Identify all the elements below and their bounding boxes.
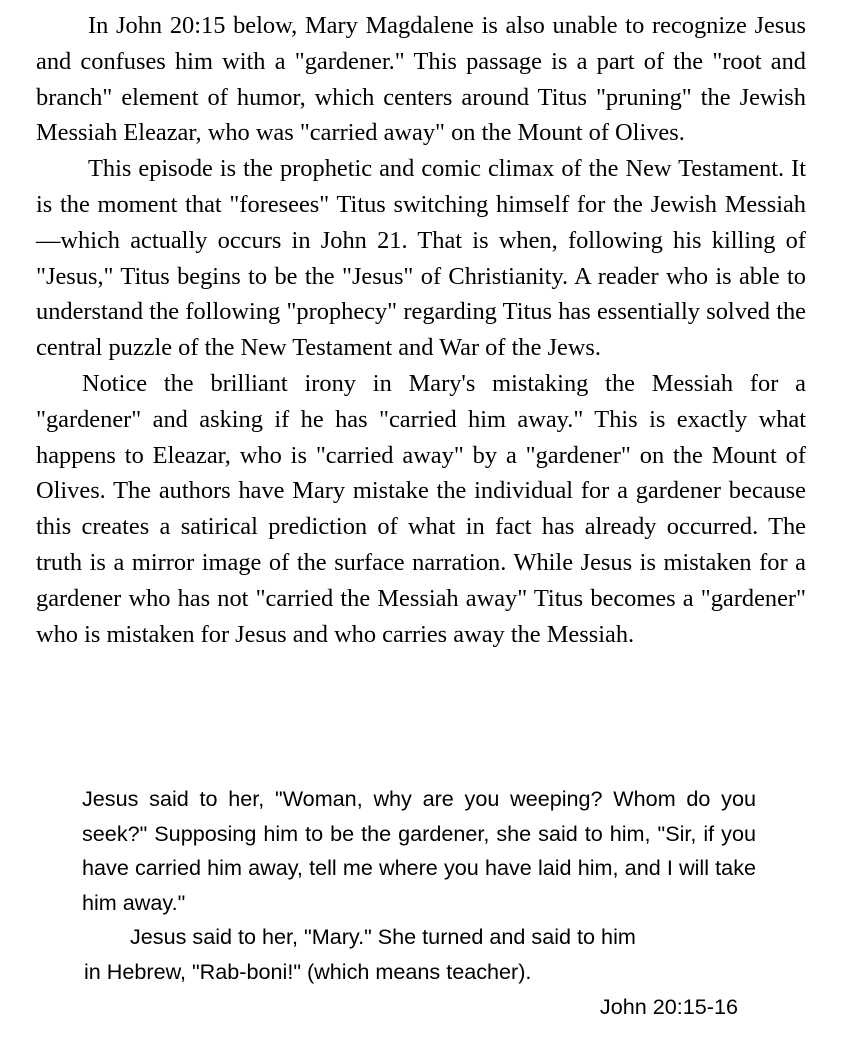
body-text <box>36 8 806 652</box>
paragraph-1: In John 20:15 below, Mary Magdalene is also unable to recognize Jesus and confuses him with a "gardener." This passage is a part of the "root and branch" element of humor, which centers around Titus "pruning" the Jewish Messiah Eleazar, who was "carried away" on the Mount of Olives. <box>36 12 806 147</box>
scripture-quote <box>82 782 756 1024</box>
paragraph-2: This episode is the prophetic and comic climax of the New Testament. It is the moment that "foresees" Titus switching himself for the Jewish Messiah—which actually occurs in John 21. That is when, following his killing of "Jesus," Titus begins to be the "Jesus" of Christianity. A reader who is able to understand the following "prophecy" regarding Titus has essentially solved the central puzzle of the New Testament and War of the Jews. <box>36 155 806 362</box>
quote-verse-2-line-1: Jesus said to her, "Mary." She turned and said to him <box>130 924 636 950</box>
quote-citation: John 20:15-16 <box>599 993 738 1019</box>
quote-verse-2-line-2: in Hebrew, "Rab-boni!" (which means teacher). <box>84 958 532 984</box>
quote-verse-1: Jesus said to her, "Woman, why are you weeping? Whom do you seek?" Supposing him to be the gardener, she said to him, "Sir, if you have carried him away, tell me where you have laid him, and I will take him away." <box>82 786 756 915</box>
paragraph-3: Notice the brilliant irony in Mary's mistaking the Messiah for a "gardener" and asking if he has "carried him away." This is exactly what happens to Eleazar, who is "carried away" by a "gardener" on the Mount of Olives. The authors have Mary mistake the individual for a gardener because this creates a satirical prediction of what in fact has already occurred. The truth is a mirror image of the surface narration. While Jesus is mistaken for a gardener who has not "carried the Messiah away" Titus becomes a "gardener" who is mistaken for Jesus and who carries away the Messiah. <box>36 369 806 648</box>
